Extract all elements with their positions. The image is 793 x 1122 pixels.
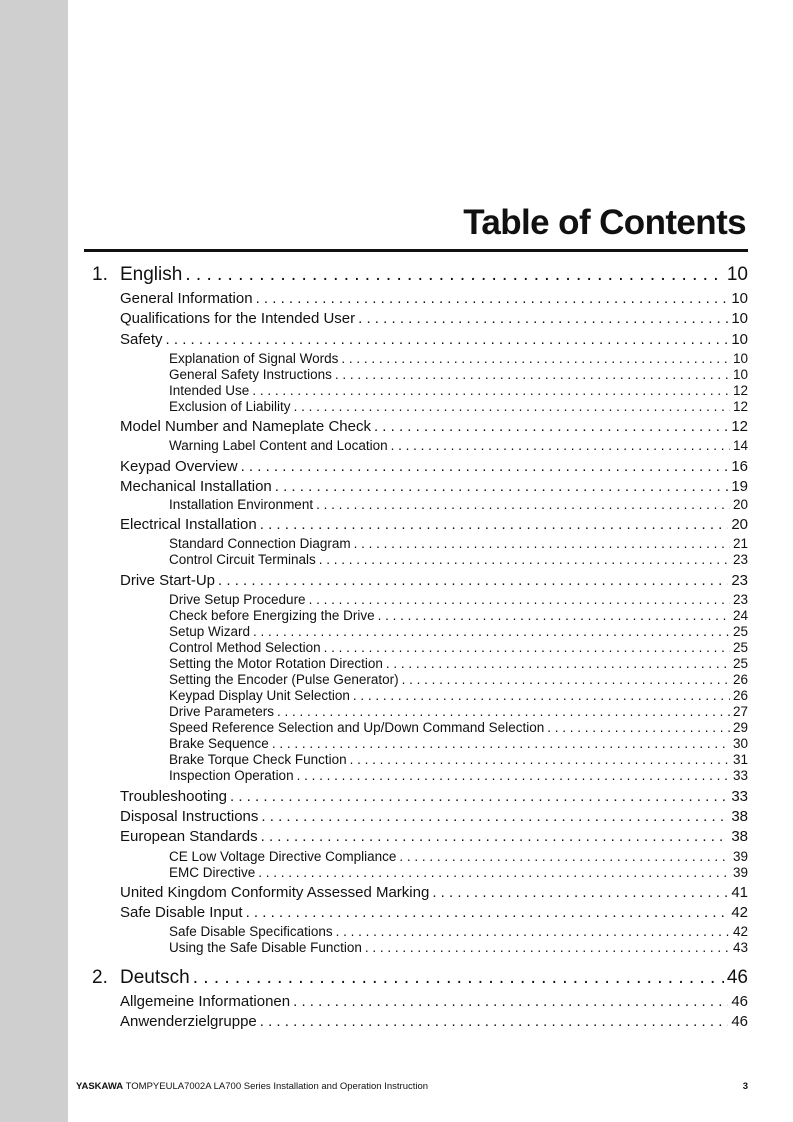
toc-entry-page: 46 (731, 1013, 748, 1030)
toc-entry-page: 10 (726, 264, 748, 285)
toc-dot-leader (252, 383, 730, 398)
toc-dot-leader (353, 688, 730, 703)
toc-dot-leader (246, 904, 729, 921)
toc-entry-label: Installation Environment (169, 497, 314, 512)
toc-entry-page: 23 (732, 592, 748, 607)
toc-entry-label: Safe Disable Specifications (169, 924, 333, 939)
toc-entry[interactable] (120, 828, 748, 847)
toc-entry-page: 23 (731, 572, 748, 589)
toc-dot-leader (256, 290, 729, 307)
toc-entry[interactable] (169, 399, 748, 416)
toc-entry-page: 42 (731, 904, 748, 921)
toc-entry-page: 24 (732, 608, 748, 623)
toc-entry[interactable] (169, 940, 748, 957)
toc-dot-leader (432, 884, 728, 901)
toc-entry-page: 33 (732, 768, 748, 783)
toc-dot-leader (193, 967, 724, 989)
toc-entry-label: Deutsch (120, 967, 190, 988)
toc-entry-label: Drive Start-Up (120, 572, 216, 589)
toc-entry[interactable] (169, 736, 748, 753)
page-title: Table of Contents (463, 203, 746, 242)
toc-entry[interactable] (120, 808, 748, 827)
toc-entry-page: 25 (732, 624, 748, 639)
toc-entry-page: 46 (731, 993, 748, 1010)
toc-dot-leader (218, 572, 728, 589)
toc-dot-leader (275, 478, 729, 495)
toc-dot-leader (253, 624, 730, 639)
toc-entry-label: General Safety Instructions (169, 367, 332, 382)
toc-entry-label: Warning Label Content and Location (169, 438, 388, 453)
toc-dot-leader (341, 351, 730, 366)
toc-entry-label: Keypad Overview (120, 458, 238, 475)
toc-dot-leader (336, 924, 730, 939)
toc-entry[interactable] (120, 478, 748, 497)
toc-entry-page: 10 (731, 310, 748, 327)
toc-dot-leader (258, 865, 730, 880)
toc-entry[interactable] (169, 640, 748, 657)
toc-entry-page: 39 (732, 849, 748, 864)
toc-entry-page: 26 (732, 688, 748, 703)
toc-entry-label: Electrical Installation (120, 516, 257, 533)
page-number: 3 (742, 1081, 748, 1092)
toc-entry-label: CE Low Voltage Directive Compliance (169, 849, 397, 864)
toc-dot-leader (241, 458, 729, 475)
toc-entry[interactable] (169, 438, 748, 455)
toc-entry-page: 25 (732, 640, 748, 655)
toc-entry-page: 23 (732, 552, 748, 567)
toc-dot-leader (309, 592, 730, 607)
toc-entry[interactable] (120, 331, 748, 350)
toc-dot-leader (378, 608, 730, 623)
toc-entry-label: Troubleshooting (120, 788, 228, 805)
toc-entry-page: 19 (731, 478, 748, 495)
toc-entry-label: Inspection Operation (169, 768, 294, 783)
toc-entry-label: Speed Reference Selection and Up/Down Command Selection (169, 720, 545, 735)
toc-entry[interactable] (169, 351, 748, 368)
toc-entry[interactable] (169, 383, 748, 400)
toc-entry-label: Mechanical Installation (120, 478, 272, 495)
toc-entry-label: Setting the Encoder (Pulse Generator) (169, 672, 399, 687)
toc-dot-leader (277, 704, 730, 719)
toc-dot-leader (324, 640, 730, 655)
toc-entry-label: Brake Torque Check Function (169, 752, 347, 767)
toc-entry-label: Using the Safe Disable Function (169, 940, 362, 955)
toc-entry-label: United Kingdom Conformity Assessed Marking (120, 884, 430, 901)
toc-entry[interactable] (169, 924, 748, 941)
toc-entry-label: Explanation of Signal Words (169, 351, 339, 366)
toc-dot-leader (294, 399, 730, 414)
toc-entry-label: Setting the Motor Rotation Direction (169, 656, 383, 671)
toc-entry-label: EMC Directive (169, 865, 256, 880)
toc-dot-leader (335, 367, 730, 382)
toc-entry-label: Qualifications for the Intended User (120, 310, 356, 327)
toc-entry[interactable] (169, 752, 748, 769)
toc-entry-page: 31 (732, 752, 748, 767)
toc-entry-page: 10 (732, 351, 748, 366)
toc-entry-label: Disposal Instructions (120, 808, 259, 825)
toc-entry-page: 29 (732, 720, 748, 735)
toc-entry-page: 38 (731, 808, 748, 825)
toc-entry[interactable] (169, 536, 748, 553)
toc-dot-leader (260, 1013, 729, 1030)
toc-entry-page: 12 (732, 399, 748, 414)
toc-entry[interactable] (169, 720, 748, 737)
toc-dot-leader (365, 940, 730, 955)
toc-entry-page: 46 (726, 967, 748, 988)
toc-entry-label: Safety (120, 331, 163, 348)
toc-entry-page: 10 (732, 367, 748, 382)
toc-entry[interactable] (120, 310, 748, 329)
toc-entry-label: Keypad Display Unit Selection (169, 688, 350, 703)
toc-dot-leader (350, 752, 730, 767)
toc-entry[interactable] (169, 608, 748, 625)
toc-entry-label: Allgemeine Informationen (120, 993, 291, 1010)
toc-entry[interactable] (169, 768, 748, 785)
footer-document-title: TOMPYEULA7002A LA700 Series Installation and Operation Instruction (125, 1081, 429, 1092)
toc-entry-page: 14 (732, 438, 748, 453)
toc-entry-page: 25 (732, 656, 748, 671)
toc-entry-page: 39 (732, 865, 748, 880)
toc-dot-leader (230, 788, 728, 805)
toc-entry-label: Brake Sequence (169, 736, 269, 751)
toc-entry[interactable] (169, 688, 748, 705)
toc-dot-leader (272, 736, 730, 751)
toc-entry[interactable] (120, 458, 748, 477)
toc-entry-label: General Information (120, 290, 253, 307)
toc-entry-page: 10 (731, 290, 748, 307)
toc-entry-page: 43 (732, 940, 748, 955)
toc-dot-leader (402, 672, 730, 687)
toc-entry-page: 41 (731, 884, 748, 901)
toc-entry-page: 26 (732, 672, 748, 687)
toc-entry-label: Standard Connection Diagram (169, 536, 351, 551)
toc-dot-leader (297, 768, 730, 783)
toc-entry[interactable] (92, 264, 748, 288)
toc-dot-leader (354, 536, 730, 551)
toc-entry[interactable] (120, 884, 748, 903)
toc-entry-label: Control Circuit Terminals (169, 552, 316, 567)
toc-entry-page: 12 (731, 418, 748, 435)
toc-entry-page: 42 (732, 924, 748, 939)
toc-entry[interactable] (92, 967, 748, 991)
toc-entry-page: 20 (731, 516, 748, 533)
toc-entry-label: Anwenderzielgruppe (120, 1013, 257, 1030)
toc-entry-page: 30 (732, 736, 748, 751)
toc-entry[interactable] (169, 552, 748, 569)
toc-entry-page: 12 (732, 383, 748, 398)
toc-dot-leader (261, 828, 729, 845)
toc-entry[interactable] (169, 656, 748, 673)
toc-entry[interactable] (120, 516, 748, 535)
toc-entry-label: Exclusion of Liability (169, 399, 291, 414)
toc-entry-label: Control Method Selection (169, 640, 321, 655)
toc-entry[interactable] (120, 572, 748, 591)
toc-dot-leader (358, 310, 728, 327)
toc-entry[interactable] (169, 704, 748, 721)
toc-entry[interactable] (169, 367, 748, 384)
toc-dot-leader (399, 849, 730, 864)
toc-entry-page: 38 (731, 828, 748, 845)
toc-entry-label: European Standards (120, 828, 258, 845)
toc-dot-leader (261, 808, 728, 825)
toc-dot-leader (316, 497, 730, 512)
toc-entry-label: English (120, 264, 183, 285)
toc-entry[interactable] (120, 1013, 748, 1032)
toc-entry[interactable] (169, 624, 748, 641)
toc-entry[interactable] (120, 993, 748, 1012)
toc-entry-page: 16 (731, 458, 748, 475)
footer-brand: YASKAWA (76, 1081, 124, 1092)
toc-entry[interactable] (169, 865, 748, 882)
toc-entry-number: 2. (92, 967, 108, 988)
toc-entry-label: Setup Wizard (169, 624, 251, 639)
toc-dot-leader (319, 552, 730, 567)
toc-entry-label: Intended Use (169, 383, 250, 398)
toc-entry-page: 20 (732, 497, 748, 512)
toc-entry-label: Safe Disable Input (120, 904, 243, 921)
toc-entry[interactable] (120, 904, 748, 923)
toc-entry[interactable] (120, 788, 748, 807)
toc-entry-label: Drive Setup Procedure (169, 592, 306, 607)
toc-dot-leader (260, 516, 729, 533)
footer-text (76, 1081, 428, 1092)
toc-entry-page: 10 (731, 331, 748, 348)
toc-entry[interactable] (120, 418, 748, 437)
toc-entry[interactable] (169, 592, 748, 609)
toc-entry-page: 21 (732, 536, 748, 551)
toc-dot-leader (185, 264, 724, 286)
toc-dot-leader (386, 656, 730, 671)
toc-dot-leader (391, 438, 730, 453)
toc-dot-leader (293, 993, 728, 1010)
toc-entry-page: 33 (731, 788, 748, 805)
toc-entry-label: Check before Energizing the Drive (169, 608, 375, 623)
toc-entry[interactable] (169, 672, 748, 689)
toc-entry-page: 27 (732, 704, 748, 719)
toc-entry[interactable] (169, 849, 748, 866)
toc-entry-number: 1. (92, 264, 108, 285)
page-footer (76, 1081, 748, 1092)
toc-dot-leader (374, 418, 728, 435)
toc-entry-label: Model Number and Nameplate Check (120, 418, 371, 435)
toc-dot-leader (547, 720, 730, 735)
toc-entry-label: Drive Parameters (169, 704, 275, 719)
toc-dot-leader (166, 331, 729, 348)
toc-entry[interactable] (120, 290, 748, 309)
toc-entry[interactable] (169, 497, 748, 514)
